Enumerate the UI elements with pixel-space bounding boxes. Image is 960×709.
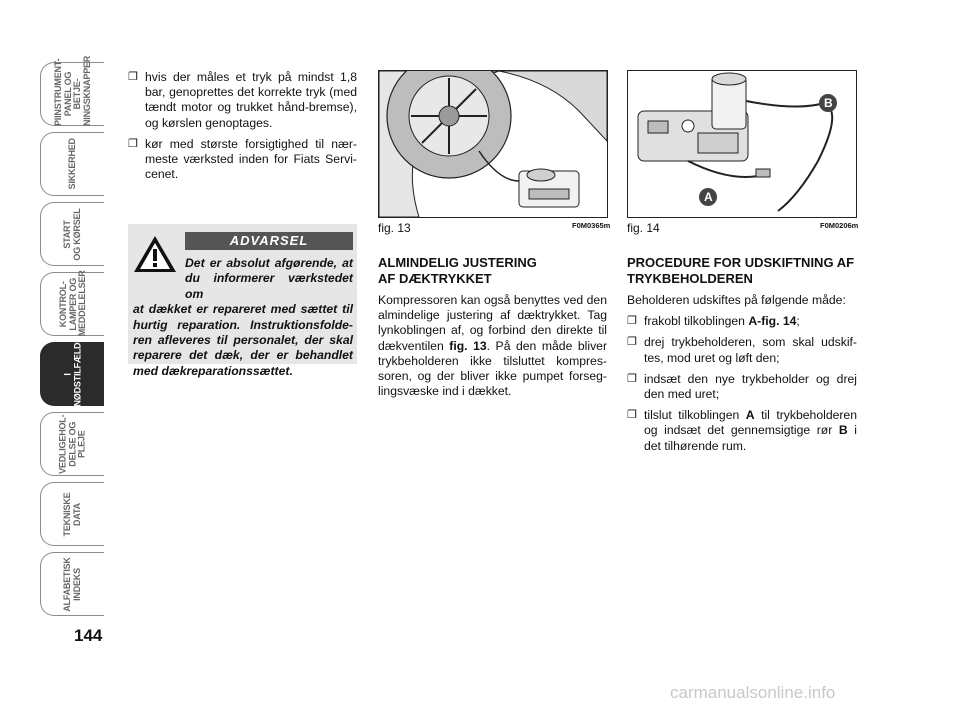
figure-reference: A-fig. 14 (748, 314, 797, 329)
paragraph: Beholderen udskiftes på følgende måde: (627, 293, 846, 307)
part-reference: A (745, 408, 755, 423)
section-heading: PROCEDURE FOR UDSKIFTNING AF TRYKBEHOLDEREN (627, 255, 855, 286)
figure-reference: fig. 13 (449, 338, 487, 353)
column-right (627, 255, 857, 460)
watermark: carmanualsonline.info (670, 683, 836, 702)
tab-label: SIKKERHED (66, 138, 77, 190)
tab-kontrollamper[interactable] (40, 272, 104, 336)
tab-label: PIINSTRUMENT- PANEL OG BETJE- NINGSKNAPPER (52, 55, 91, 126)
list-item: ❐ indsæt den nye trykbeholder og drej den med uret; (627, 372, 857, 402)
tab-label: TEKNISKE DATA (62, 492, 82, 536)
list-item-text: til trykbeholderen og indsæt det gennemsigtige rør (644, 408, 857, 438)
page-number: 144 (74, 626, 103, 645)
heading-line-1: ALMINDELIG JUSTERING (378, 255, 537, 270)
tab-instrumentpanel[interactable] (40, 55, 104, 126)
list-item-text: i det tilhørende rum. (644, 423, 857, 453)
figure-14-label-b: B (824, 96, 833, 110)
warning-text (133, 256, 353, 379)
figure-14-label-a: A (704, 190, 713, 204)
figure-14-code: F0M0206m (820, 221, 859, 230)
figure-13-code: F0M0365m (572, 221, 611, 230)
list-item-text: tilslut tilkoblingen (644, 408, 740, 423)
warning-text-first: Det er absolut afgørende, at du informerer værkstedet om (185, 256, 353, 301)
paragraph-text: Kompressoren kan også benyttes ved den almindelige justering af dæktrykket. Tag lynkoblingen af, og forbind den direkte til dækventilen (378, 293, 607, 353)
tab-label: ALFABETISK INDEKS (62, 556, 82, 612)
list-item: ❐ kør med største forsigtighed til nær-meste værksted inden for Fiats Servi-cenet. (128, 137, 357, 183)
list-item-text: ; (796, 314, 800, 329)
tab-label: START OG KØRSEL (62, 207, 82, 261)
paragraph (378, 293, 607, 399)
tab-vedligeholdelse[interactable] (40, 412, 104, 476)
warning-title: ADVARSEL (185, 232, 353, 250)
tab-start-og-korsel[interactable] (40, 202, 104, 266)
figure-14 (627, 70, 857, 218)
heading-line-2: AF DÆKTRYKKET (378, 271, 492, 286)
part-reference: B (838, 423, 848, 438)
column-left (128, 70, 357, 188)
paragraph-text: . På den måde bliver trykbeholderen ikke tilsluttet kompres-soren, og der bliver ikke pumpet forseg-lingsvæske ind i dækket. (378, 338, 608, 399)
tab-label: KONTROL- LAMPER OG MEDDELELSER (57, 270, 87, 336)
list-item: ❐ drej trykbeholderen, som skal udskif-tes, mod uret og løft den; (627, 335, 857, 365)
compressor-cartridge-illustration (628, 71, 856, 217)
list-item-text: frakobl tilkoblingen (644, 314, 745, 329)
section-heading (378, 255, 607, 287)
figure-14-caption: fig. 14 (627, 221, 660, 235)
tab-label: I NØDSTILFÆLDE (62, 336, 82, 406)
tab-alfabetisk-indeks[interactable] (40, 552, 104, 616)
warning-text-rest: at dækket er repareret med sættet til hurtig reparation. Instruktionsfolde-ren afleveres til personalet, der skal reparere det dæk, der er behandlet med dækreparationssættet. (133, 302, 353, 378)
tab-tekniske-data[interactable] (40, 482, 104, 546)
column-middle (378, 255, 607, 405)
tire-compressor-illustration (379, 71, 607, 217)
list-item (627, 408, 857, 454)
figure-13-caption: fig. 13 (378, 221, 411, 235)
tab-nodstilfaelde[interactable] (40, 336, 104, 406)
figure-13 (378, 70, 608, 218)
list-item: ❐ hvis der måles et tryk på mindst 1,8 bar, genoprettes det korrekte tryk (med tændt motor og trukket hånd-bremse), og kørslen genoptages. (128, 70, 357, 131)
list-item (627, 314, 857, 329)
tab-label: VEDLIGEHOL- DELSE OG PLEJE (57, 414, 87, 474)
tab-sikkerhed[interactable] (40, 132, 104, 196)
